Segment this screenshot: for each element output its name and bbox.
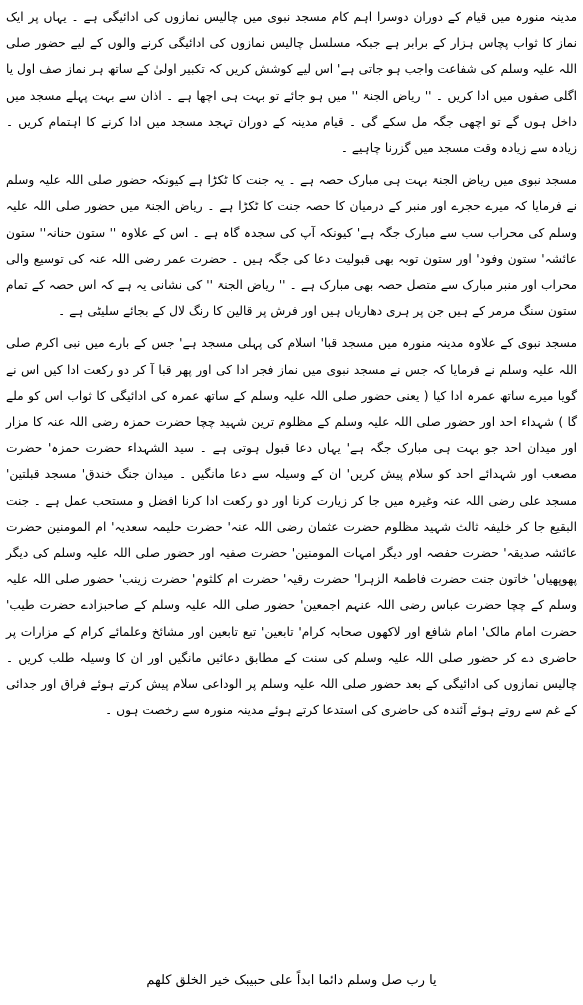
closing-durood-line: یا رب صل وسلم دائما ابداً علی حبیبک خیر الخلق کلھم bbox=[146, 973, 437, 988]
paragraph-riyadh-ul-jannah: مسجد نبوی میں ریاض الجنۃ بہت ہی مبارک حصہ ہے ۔ یہ جنت کا ٹکڑا ہے کیونکہ حضور صلی اللہ علیہ وسلم نے فرمایا کہ میرے حجرے اور منبر کے درمیان کا حصہ جنت کا ٹکڑا ہے ۔ ریاض الجنۃ میں حضور صلی اللہ علیہ وسلم کی محراب سب سے مبارک جگہ ہے' کیونکہ آپ کی سجدہ گاہ ہے ۔ اس کے علاوہ '' ستون حنانہ'' ستون عائشہ' ستون وفود' اور ستون توبہ بھی قبولیت دعا کی جگہ ہیں ۔ حضرت عمر رضی اللہ عنہ کی توسیع والی محراب اور منبر مبارک سے متصل حصہ بھی مبارک ہے ۔ '' ریاض الجنۃ '' کی نشانی یہ ہے کہ اس حصہ کے تمام ستون سنگ مرمر کے ہیں جن پر ہری دھاریاں ہیں اور فرش پر قالین کا رنگ لال کے بجائے سلیٹی ہے ۔ bbox=[6, 173, 577, 319]
paragraph-forty-prayers: مدینہ منورہ میں قیام کے دوران دوسرا اہم کام مسجد نبوی میں چالیس نمازوں کی ادائیگی ہے ۔ یہاں پر ایک نماز کا ثواب پچاس ہزار کے برابر ہے جبکہ مسلسل چالیس نمازوں کی ادائیگی کرنے والوں کے لیے حضور صلی اللہ علیہ وسلم کی شفاعت واجب ہو جاتی ہے' اس لیے کوشش کریں کہ تکبیر اولیٰ کے ساتھ ہر نماز صف اول یا اگلی صفوں میں ادا کریں ۔ '' ریاض الجنۃ '' میں ہو جائے تو بہت ہی اچھا ہے ۔ اذان سے بہت پہلے مسجد میں داخل ہوں گے تو اچھی جگہ مل سکے گی ۔ قیام مدینہ کے دوران تہجد مسجد میں ادا کرنے کا اہتمام کریں ۔ زیادہ سے زیادہ وقت مسجد میں گزرنا چاہیے ۔ bbox=[6, 10, 577, 156]
paragraph-ziyarat: مسجد نبوی کے علاوہ مدینہ منورہ میں مسجد قبا' اسلام کی پہلی مسجد ہے' جس کے بارے میں نبی اکرم صلی اللہ علیہ وسلم نے فرمایا کہ جس نے مسجد نبوی میں نماز فجر ادا کی اور پھر قبا آ کر دو رکعت ادا کیں اس نے گویا میرے ساتھ عمرہ ادا کیا ( یعنی حضور صلی اللہ علیہ وسلم کے ساتھ عمرہ کی ادائیگی کا ثواب اس کو ملے گا ) شہداء احد اور حضور صلی اللہ علیہ وسلم کے مظلوم ترین شہید چچا حضرت حمزہ رضی اللہ عنہ کا مزار اور میدان احد جو بہت ہی مبارک جگہ ہے' یہاں دعا قبول ہوتی ہے ۔ سید الشہداء حضرت حمزہ' حضرت مصعب اور شہدائے احد کو سلام پیش کریں' ان کے وسیلہ سے دعا مانگیں ۔ میدان جنگ خندق' مسجد قبلتین' مسجد علی رضی اللہ عنہ وغیرہ میں جا کر زیارت کرنا اور دو رکعت ادا کرنا افضل و مستحب عمل ہے ۔ جنت البقیع جا کر خلیفہ ثالث شہید مظلوم حضرت عثمان رضی اللہ عنہ' حضرت حلیمہ سعدیہ' ام المومنین حضرت عائشہ صدیقہ' حضرت حفصہ اور دیگر امہات المومنین' حضرت صفیہ اور حضور صلی اللہ علیہ وسلم کی دیگر پھوپھیاں' خاتون جنت حضرت فاطمۃ الزہرا' حضرت رقیہ' حضرت ام کلثوم' حضرت زینب' حضور صلی اللہ علیہ وسلم کے چچا حضرت عباس رضی اللہ عنہم اجمعین' حضور صلی اللہ علیہ وسلم کے صاحبزادے حضرت طیب' حضرت امام مالک' امام شافع اور لاکھوں صحابہ کرام' تابعین' تبع تابعین اور مشائخ وعلمائے کرام کے مزارات پر حاضری دے کر حضور صلی اللہ علیہ وسلم کی سنت کے مطابق دعائیں مانگیں اور ان کا وسیلہ طلب کریں ۔ چالیس نمازوں کی ادائیگی کے بعد حضور صلی اللہ علیہ وسلم پر الوداعی سلام پیش کرتے ہوئے فراق اور جدائی کے غم سے روتے ہوئے آئندہ کی حاضری کی استدعا کرتے ہوئے مدینہ منورہ سے رخصت ہوں ۔ bbox=[6, 336, 577, 718]
